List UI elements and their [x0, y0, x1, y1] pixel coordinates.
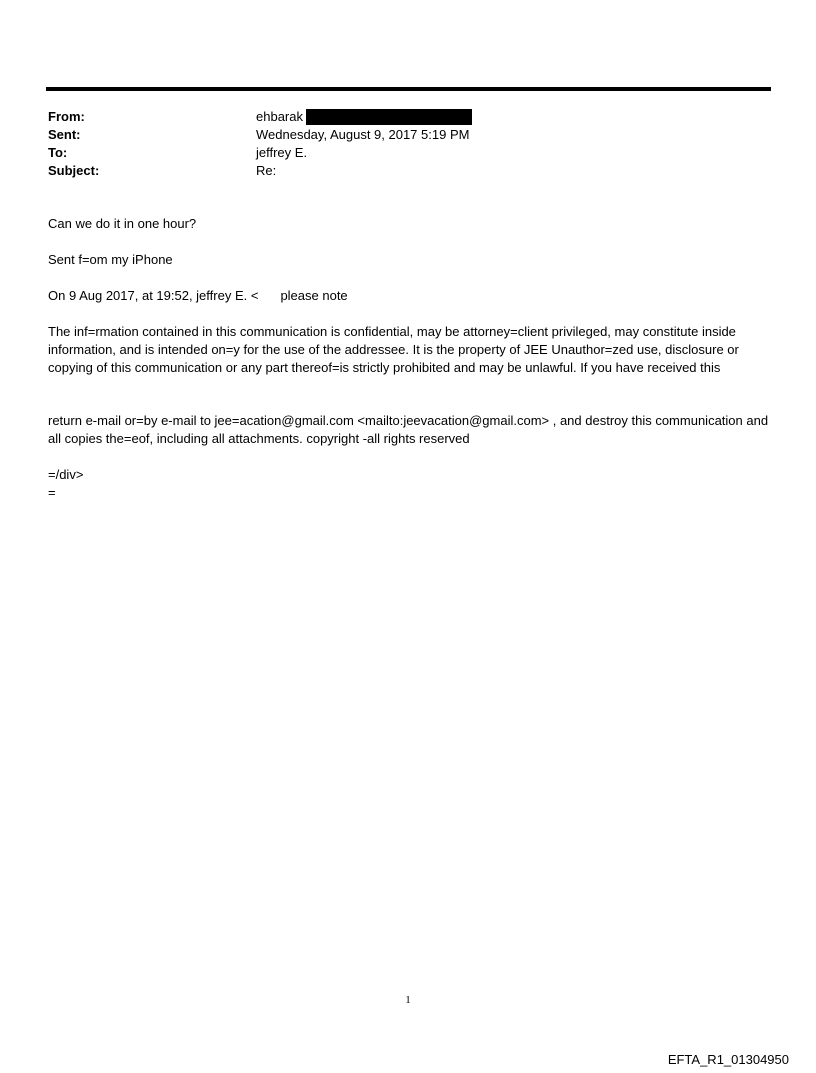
trailing-div-tag: =/div>	[48, 467, 84, 482]
quote-attribution: On 9 Aug 2017, at 19:52, jeffrey E. <	[48, 288, 259, 303]
document-id-stamp: EFTA_R1_01304950	[667, 1052, 789, 1067]
body-line-signature: Sent f=om my iPhone	[48, 252, 173, 267]
trailing-markup	[48, 466, 773, 502]
to-row	[48, 144, 472, 162]
sent-label: Sent:	[48, 127, 81, 142]
from-label: From:	[48, 109, 85, 124]
body-line-question: Can we do it in one hour?	[48, 216, 197, 231]
sent-row	[48, 126, 472, 144]
page-number: 1	[405, 994, 411, 1006]
email-header	[48, 108, 472, 180]
from-name: ehbarak	[256, 109, 303, 124]
confidentiality-paragraph: The inf=rmation contained in this communication is confidential, may be attorney=client privileged, may constitute inside information, and is intended on=y for the use of the addressee. It is the property of JEE Unauthor=zed use, disclosure or copying of this communication or any part thereof=is strictly prohibited and may be unlawful. If you have received this	[48, 324, 739, 375]
redaction-box	[306, 109, 472, 125]
header-rule	[46, 87, 771, 91]
to-value: jeffrey E.	[256, 145, 308, 160]
subject-value: Re:	[256, 163, 277, 178]
from-value	[256, 108, 472, 126]
subject-label: Subject:	[48, 163, 100, 178]
from-row	[48, 108, 472, 126]
return-mail-paragraph: return e-mail or=by e-mail to jee=acation@gmail.com <mailto:jeevacation@gmail.com> , and destroy this communication and all copies the=eof, including all attachments. copyright -all rights reserved	[48, 413, 769, 446]
sent-value: Wednesday, August 9, 2017 5:19 PM	[256, 127, 470, 142]
to-label: To:	[48, 145, 68, 160]
quote-note: please note	[280, 288, 348, 303]
subject-row	[48, 162, 472, 180]
trailing-equals: =	[48, 485, 56, 500]
body-line-quote-header	[48, 287, 773, 305]
